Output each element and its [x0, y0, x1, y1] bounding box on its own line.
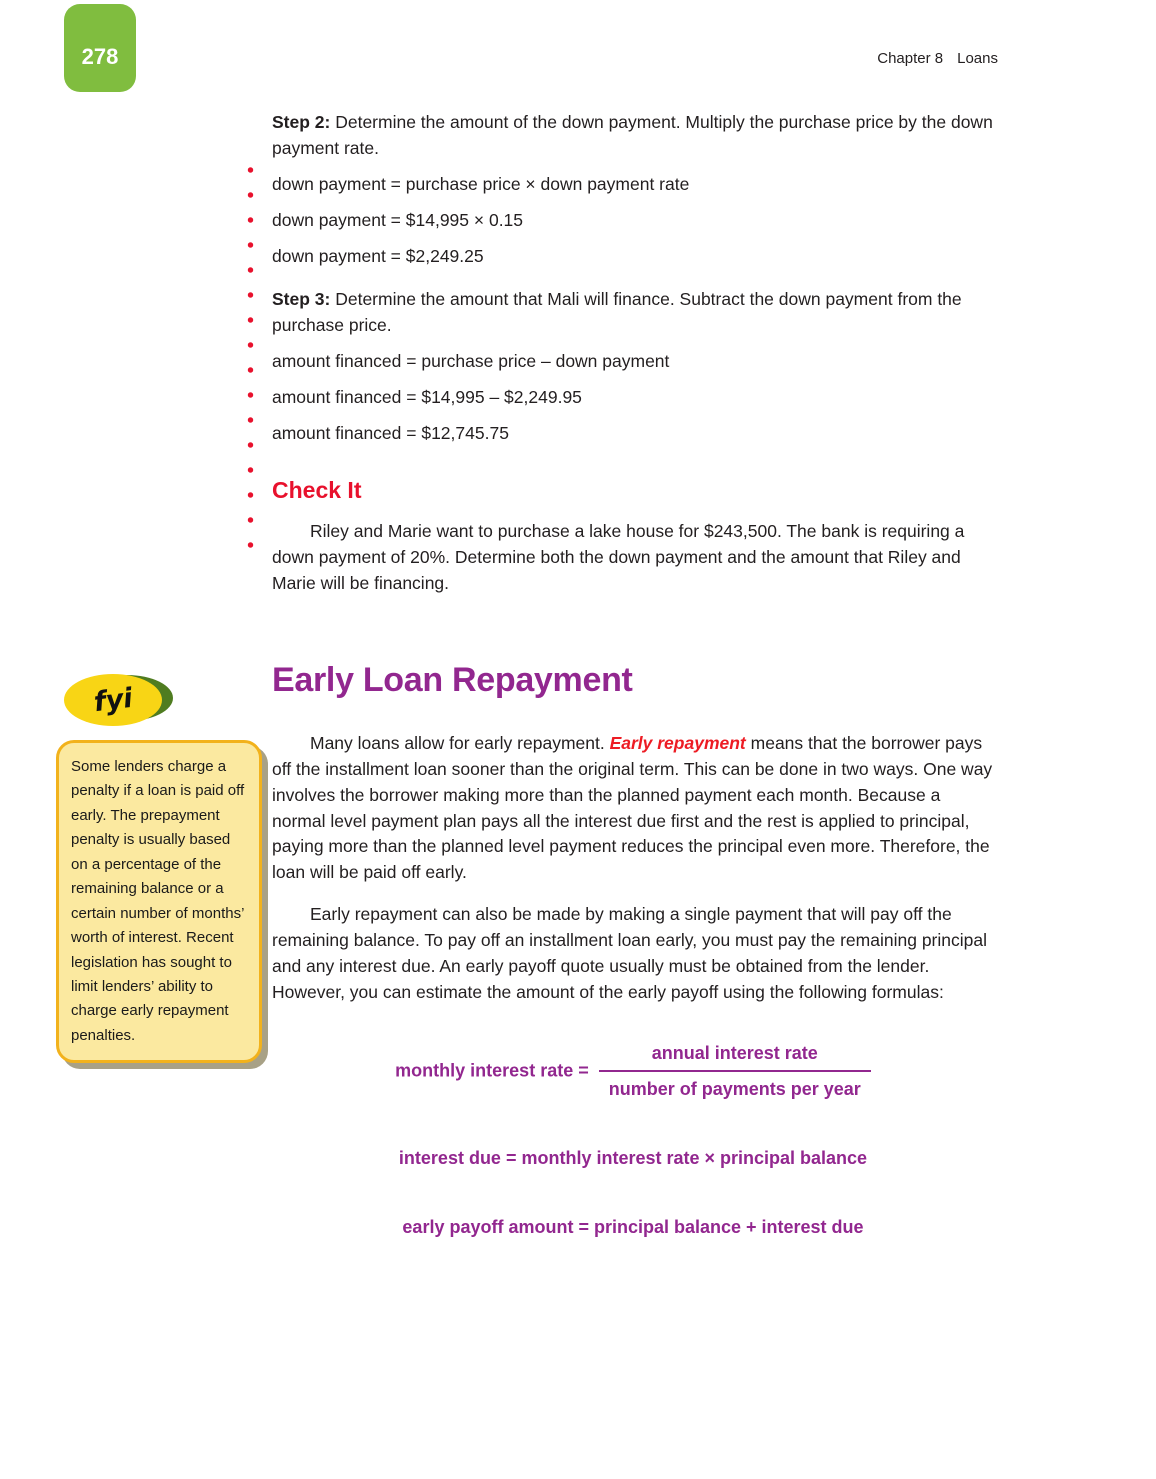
step2-label: Step 2:	[272, 112, 331, 132]
step3-label: Step 3:	[272, 289, 331, 310]
section-heading: Early Loan Repayment	[272, 660, 633, 699]
equation: down payment = $14,995 × 0.15	[272, 209, 524, 230]
running-head-topic: Loans	[957, 50, 998, 67]
check-it-heading: Check It	[272, 476, 362, 503]
fyi-badge-label: fyi	[91, 682, 135, 718]
step2-paragraph	[272, 110, 994, 162]
step3-paragraph	[272, 287, 994, 339]
p1-after: means that the borrower pays off the installment loan sooner than the original term. This can be done in two ways. One way involves the borrower making more than the planned payment each month. Because a normal level payment plan pays all the interest due first and the rest is applied to principal, paying more than the planned level payment reduces the principal even more. Therefore, the loan will be paid off early.	[272, 732, 993, 883]
dotted-divider-line	[247, 158, 254, 560]
formula1-denominator: number of payments per year	[608, 1079, 861, 1100]
section-paragraph-2: Early repayment can also be made by making a single payment that will pay off the remaining balance. To pay off an installment loan early, you must pay the remaining principal and any interest due. An early payoff quote usually must be obtained from the lender. However, you can estimate the amount of the early payoff using the following formulas:	[272, 904, 987, 1002]
equation: down payment = $2,249.25	[272, 245, 484, 266]
main-content	[272, 110, 994, 1282]
equation: amount financed = $12,745.75	[272, 423, 509, 444]
formula1-left: monthly interest rate =	[395, 1060, 589, 1081]
formula-interest-due: interest due = monthly interest rate × principal balance	[398, 1148, 868, 1169]
fyi-note-text: Some lenders charge a penalty if a loan is paid off early. The prepayment penalty is usually based on a percentage of the remaining balance or a certain number of months’ worth of interest. Recent legislation has sought to limit lenders’ ability to charge early repayment penalties.	[71, 758, 245, 1044]
section-paragraph-1	[272, 731, 994, 886]
equation: amount financed = purchase price – down payment	[272, 351, 670, 372]
formula1-fraction	[599, 1040, 871, 1103]
formula-early-payoff: early payoff amount = principal balance + interest due	[402, 1216, 864, 1237]
check-it-body: Riley and Marie want to purchase a lake house for $243,500. The bank is requiring a down payment of 20%. Determine both the down payment and the amount that Riley and Marie will be financing.	[272, 520, 965, 593]
early-repayment-term: Early repayment	[609, 732, 746, 753]
page-number-badge	[64, 4, 136, 92]
formula1-numerator: annual interest rate	[599, 1040, 871, 1073]
formula-block	[272, 1040, 994, 1241]
running-head-chapter: Chapter 8	[877, 50, 944, 67]
step2-text: Determine the amount of the down payment. Multiply the purchase price by the down payment rate.	[272, 112, 993, 158]
equation: down payment = purchase price × down payment rate	[272, 173, 690, 194]
fyi-badge	[64, 674, 162, 726]
running-head	[877, 50, 998, 67]
page-number: 278	[81, 44, 119, 69]
equation: amount financed = $14,995 – $2,249.95	[272, 387, 582, 408]
fyi-note-box	[56, 740, 262, 1063]
step3-text: Determine the amount that Mali will finance. Subtract the down payment from the purchase price.	[272, 289, 962, 336]
p1-before: Many loans allow for early repayment.	[310, 732, 610, 753]
formula-monthly-interest-rate	[272, 1040, 994, 1103]
